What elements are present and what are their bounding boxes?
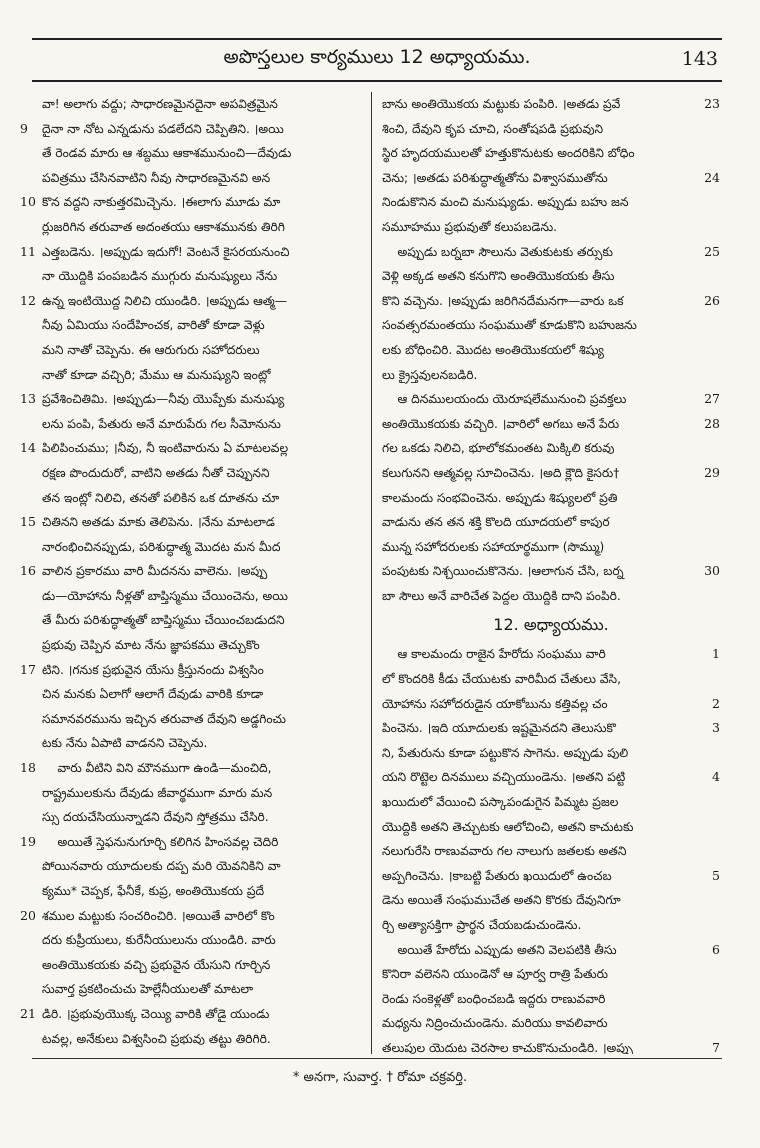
text-line [20,1027,362,1052]
text-line [20,436,362,461]
verse-text [42,1051,275,1054]
text-line [20,1002,362,1027]
verse-text: డు—యోహాను నీళ్లతో బాప్తిస్మము చేయించెను, అయి [42,588,288,603]
text-line [20,608,362,633]
verse-text: నిండుకొనిన మంచి మనుష్యుడు. అప్పుడు బహు జన [382,195,629,210]
verse-text: తన ఇంట్లో నిలిచి, తనతో పలికిన ఒక దూతను చూ [42,490,280,505]
verse-text: సువార్త ప్రకటించుచు హెల్లేనీయులతో మాటలా [42,982,254,997]
verse-text: ర్లుజరిగిన తరువాత అదంతయు ఆకాశమునకు తిరిగి [42,219,285,234]
verse-text: టకు నేను ఏపాటి వాడనని చెప్పెను. [42,736,208,751]
verse-text: బాను అంతియొకయ మట్టుకు పంపిరి. ।అతడు ప్రవే [382,97,621,111]
verse-text: అయితే స్తెఫనునుగూర్చి కలిగిన హింసవల్ల చెదిరి [42,834,279,849]
text-line [20,805,362,830]
verse-text: బా సౌలు అనే వారిచేత పెద్దల యొద్దికి దాని పంపిరి. [382,588,621,603]
verse-text: కొన వద్దని నాకుత్తరమిచ్చెను. ।ఈలాగు మూడు మా [42,195,281,210]
right-text-column [382,92,720,1054]
verse-text: చితినని అతడు మాకు తెలిపెను. ।నేను మాటలాడ [42,515,275,530]
text-line [20,879,362,904]
footnote: * అనగా, సువార్త. † రోమా చక్రవర్తి. [292,1070,468,1085]
text-line [382,264,720,289]
verse-text: ప్రభువు చెప్పిన మాట నేను జ్ఞాపకము తెచ్చుకొం [42,638,260,653]
text-line [20,190,362,215]
verse-text: అంతియొకయకు వచ్చి ప్రభువైన యేసుని గూర్చిన [42,957,271,972]
verse-text: తే మీరు పరిశుద్ధాత్మతో బాప్తిస్మము చేయించబడుదని [42,613,285,628]
verse-text: రెండు సంకెళ్లతో బంధించబడి ఇద్దరు రాణువవారి [382,991,606,1006]
verse-text: అంతియొకయకు వచ్చిరి. ।వారిలో అగబు అనే పేరు [382,416,620,431]
text-line [382,584,720,609]
verse-text: నా యొద్దికి పంపబడిన ముగ్గురు మనుష్యులు నేను [42,269,278,284]
text-line [20,92,362,117]
verse-text: పోయినవారు యూదులకు దప్ప మరి యెవనికిని వా [42,859,281,874]
text-line [382,436,720,461]
verse-text: అయితే హేరోదు ఎప్పుడు అతని వెలపటికి తీసు [382,942,617,957]
text-line [382,461,720,486]
chapter-heading: 12. అధ్యాయము. [493,615,609,635]
verse-number: 15 [20,514,36,530]
text-line [382,412,720,437]
verse-text: స్థిర హృదయములతో హత్తుకొనుటకు అందరికిని బోధిం [382,146,635,161]
text-line [382,642,720,667]
verse-text: నలుగురేసి రాణువవారు గల నాలుగు జతలకు అతని [382,844,627,859]
verse-text: కొనిరా వలెనని యుండెనో ఆ పూర్వ రాత్రి పేతురు [382,967,609,982]
right-column-chapter-11-end [382,92,720,608]
verse-number: 28 [704,415,720,431]
verse-text: పంపుటకు నిశ్చయించుకొనెను. ।ఆలాగున చేసి, బర్న [382,564,624,579]
text-line [20,166,362,191]
verse-text: ఆ కాలమందు రాజైన హేరోదు సంఘము వారి [382,647,606,662]
verse-number: 27 [704,391,720,407]
text-line [382,141,720,166]
verse-number: 18 [20,760,36,776]
verse-number: 30 [704,563,720,579]
text-line [20,756,362,781]
text-line [382,888,720,913]
verse-number: 29 [704,464,720,480]
text-line [382,765,720,790]
text-line [20,830,362,855]
verse-text: రక్షణ పొందుదురో, వాటిని అతడు నీతో చెప్పునని [42,465,270,480]
verse-number: 21 [20,1005,36,1021]
verse-number: 7 [712,1039,720,1054]
text-line [20,338,362,363]
verse-text: పిలిపించుము; ।నీవు, నీ ఇంటివారును ఏ మాటలవల్ల [42,441,289,456]
text-line [382,913,720,938]
text-line [382,864,720,889]
verse-text: నీవు ఏమియు సందేహించక, వారితో కూడా వెళ్లు [42,318,265,333]
verse-text: ఆ దినములయందు యెరూషలేమునుంచి ప్రవక్తలు [382,392,627,407]
text-line [382,363,720,388]
verse-text: మున్న సహోదరులకు సహాయార్థముగా (సొమ్ము) [382,539,605,554]
verse-text: దరు కుప్రీయులు, కురేనీయులును యుండిరి. వారు [42,933,276,948]
verse-text: తలుపుల యెదుట చెరసాల కాచుకొనుచుండిరి. ।అప్పు [382,1040,634,1054]
text-line [382,338,720,363]
text-line [382,987,720,1012]
text-line [20,313,362,338]
text-line [382,962,720,987]
verse-text: సమూహము ప్రభువుతో కలుపబడెను. [382,219,558,234]
verse-number [20,1051,42,1054]
verse-text: టిని. ।గనుక ప్రభువైన యేసు క్రీస్తునందు విశ్వసిం [42,662,264,677]
verse-text: టవల్ల, అనేకులు విశ్వసించి ప్రభువు తట్టు తిరిగిరి. [42,1031,271,1046]
verse-text: ఉన్న ఇంటియొద్ద నిలిచి యుండిరి. ।అప్పుడు ఆత్మ— [42,293,288,308]
text-line [20,412,362,437]
verse-text: పవిత్రము చేసినవాటిని నీవు సాధారణమైనవి అన [42,170,271,185]
verse-text: నారంభించినప్పుడు, పరిశుద్ధాత్మ మొదట మన మీద [42,539,281,554]
text-line [20,486,362,511]
text-line [382,716,720,741]
verse-text: దైనా నా నోట ఎన్నడును పడలేదని చెప్పితిని. ।అయి [42,121,284,136]
verse-number: 24 [704,169,720,185]
verse-text: రాష్ట్రములకును దేవుడు జీవార్థముగా మారు మన [42,785,273,800]
verse-text: పించెను. ।ఇది యూదులకు ఇష్టమైనదని తెలుసుకొ [382,721,616,736]
verse-text: డిరి. ।ప్రభువుయొక్క చెయ్యి వారికి తోడై యుండు [42,1006,270,1021]
text-line [20,264,362,289]
text-line [20,904,362,929]
verse-text: లను పంపి, పేతురు అనే మారుపేరు గల సీమోనును [42,416,281,431]
verse-text: వారు వీటిని విని మౌనముగా ఉండి—మంచిది, [42,761,272,776]
verse-number: 9 [20,120,28,136]
text-line [20,707,362,732]
verse-text: అప్పగించెను. ।కాబట్టి పేతురు ఖయిదులో ఉంచబ [382,868,612,883]
verse-number: 13 [20,391,36,407]
text-line [20,215,362,240]
verse-number: 3 [712,720,720,736]
left-text-column [20,92,362,1054]
text-line [382,839,720,864]
verse-text: ఎత్తబడెను. ।అప్పుడు ఇదుగో! వెంటనే కైసరయనుంచి [42,244,290,259]
verse-text: వాలిన ప్రకారము వారి మీదనను వాలెను. ।అప్పు [42,564,268,579]
text-line [382,166,720,191]
text-line [20,928,362,953]
text-line [20,1051,362,1054]
verse-text: కలుగునని ఆత్మవల్ల సూచించెను. ।అది క్లౌది కైసరు† [382,465,620,480]
verse-text: కొని వచ్చెను. ।అప్పుడు జరిగినదేమనగా—వారు ఒక [382,293,624,308]
running-title: అపొస్తలుల కార్యములు 12 అధ్యాయము. [223,46,531,68]
text-line [20,535,362,560]
verse-number: 23 [704,96,720,111]
text-line [20,854,362,879]
text-line [382,117,720,142]
verse-text: యొద్దికి అతని తెచ్చుటకు ఆలోచించి, అతని కాచుటకు [382,819,634,834]
text-line [20,731,362,756]
verse-number: 25 [704,243,720,259]
verse-number: 2 [712,695,720,711]
text-line [382,667,720,692]
verse-text: వాడును తన తన శక్తి కొలది యూదయలో కాపుర [382,515,610,530]
verse-number: 20 [20,907,36,923]
verse-text: వా! అలాగు వద్దు; సాధారణమైనదైనా అపవిత్రమైన [42,97,278,111]
text-line [20,658,362,683]
footnote-divider [32,1058,722,1059]
text-line [382,1011,720,1036]
verse-text: నాతో కూడా వచ్చిరి; మేము ఆ మనుష్యుని ఇంట్లో [42,367,271,382]
verse-number: 12 [20,292,36,308]
verse-text: అప్పుడు బర్నబా సౌలును వెతుకుటకు తర్సుకు [382,244,613,259]
verse-number: 17 [20,661,36,677]
verse-text: ప్రవేశించితిమి. ।అప్పుడు—నీవు యొప్పేకు మనుష్యు [42,392,285,407]
text-line [20,387,362,412]
text-line [20,240,362,265]
verse-text: డెను అయితే సంఘముచేత అతని కొరకు దేవునిగూ [382,893,621,908]
text-line [20,141,362,166]
text-line [20,289,362,314]
verse-text: శముల మట్టుకు సంచరించిరి. ।అయితే వారిలో కొం [42,908,275,923]
text-line [382,289,720,314]
text-line [382,815,720,840]
verse-number: 4 [712,769,720,785]
text-line [382,790,720,815]
text-line [382,692,720,717]
text-line [20,781,362,806]
verse-text: స్సు దయచేసియున్నాడని దేవుని స్తోత్రము చేసిరి. [42,810,269,825]
verse-text: శించి, దేవుని కృప చూచి, సంతోషపడి ప్రభువుని [382,121,604,136]
verse-text: లు క్రైస్తవులనబడిరి. [382,367,478,382]
verse-number: 6 [712,941,720,957]
text-line [382,190,720,215]
verse-text: చెను; ।అతడు పరిశుద్ధాత్మతోను విశ్వాసముతోను [382,170,608,185]
verse-text: గల ఒకడు నిలిచి, భూలోకమంతట మిక్కిలి కరువు [382,441,615,456]
text-line [20,117,362,142]
text-line [382,1036,720,1054]
verse-number: 11 [20,243,36,259]
verse-text: మని నాతో చెప్పెను. ఈ ఆరుగురు సహోదరులు [42,342,260,357]
text-line [20,584,362,609]
text-line [20,682,362,707]
right-column-chapter-12 [382,642,720,1054]
verse-number: 14 [20,440,36,456]
verse-text: కాలమందు సంభవించెను. అప్పుడు శిష్యులలో ప్రతి [382,490,618,505]
text-line [20,510,362,535]
verse-text: తే రెండవ మారు ఆ శబ్దము ఆకాశమునుంచి—దేవుడు [42,146,292,161]
verse-number: 19 [20,833,36,849]
text-line [382,240,720,265]
text-line [20,633,362,658]
text-line [382,741,720,766]
text-line [20,953,362,978]
verse-number: 16 [20,563,36,579]
verse-text: ర్చి అత్యాసక్తిగా ప్రార్థన చేయబడుచుండెను. [382,918,582,932]
verse-text: సంవత్సరమంతయు సంఘముతో కూడుకొని బహుజను [382,318,637,333]
verse-text: చిన మనకు ఏలాగో ఆలాగే దేవుడు వారికి కూడా [42,687,264,702]
verse-text: ని, పేతురును కూడా పట్టుకొన సాగెను. అప్పుడు పులి [382,745,629,760]
verse-text: యోహాను సహోదరుడైన యాకోబును కత్తివల్ల చం [382,696,608,711]
verse-text: వెళ్లి అక్కడ అతని కనుగొని అంతియొకయకు తీసు [382,269,615,284]
verse-text: లో కొందరికి కీడు చేయుటకు వారిమీద చేతులు వేసి, [382,672,621,687]
text-line [20,461,362,486]
verse-number: 26 [704,292,720,308]
page-number: 143 [681,48,718,70]
text-line [20,559,362,584]
verse-text: మధ్యను నిద్రించుచుండెను. మరియు కావలివారు [382,1016,608,1031]
verse-number: 5 [712,867,720,883]
text-line [20,363,362,388]
verse-text: క్యము* చెప్పక, ఫేనీకే, కుప్ర, అంతియొకయ ప్రదే [42,884,265,898]
column-divider [371,92,372,1054]
text-line [20,977,362,1002]
text-line [382,535,720,560]
text-line [382,387,720,412]
text-line [382,510,720,535]
text-line [382,313,720,338]
page-header [32,38,722,82]
verse-text: యని రొట్టెల దినములు వచ్చియుండెను. ।అతని పట్టి [382,770,626,785]
text-line [382,486,720,511]
verse-text: లకు బోధించిరి. మొదట అంతియొకయలో శిష్యు [382,342,605,357]
text-line [382,92,720,117]
verse-text: సమానవరమును ఇచ్చిన తరువాత దేవుని అడ్డగించు [42,711,287,726]
text-line [382,938,720,963]
text-line [382,215,720,240]
verse-text: ఖయిదులో వేయించి పస్కాపండుగైన పిమ్మట ప్రజల [382,795,619,810]
verse-number: 1 [712,646,720,662]
verse-number: 10 [20,194,36,210]
text-line [382,559,720,584]
